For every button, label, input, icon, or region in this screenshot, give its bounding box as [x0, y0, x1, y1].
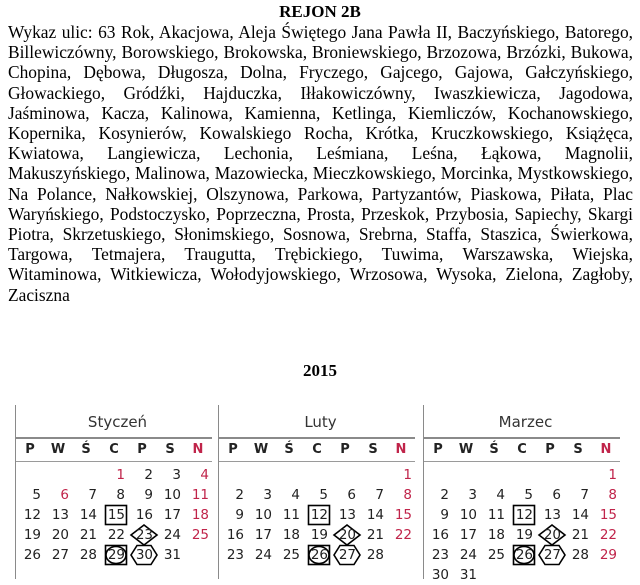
day-number: 26: [310, 547, 328, 563]
calendar-day: [156, 465, 184, 485]
calendar-day: [72, 525, 100, 545]
page-title: REJON 2B: [279, 2, 361, 21]
empty-cell: [44, 465, 72, 485]
calendar-day: [480, 505, 508, 525]
empty-cell: [508, 465, 536, 485]
day-number: 11: [191, 487, 209, 503]
day-number: 9: [440, 507, 449, 523]
day-number: 9: [235, 507, 244, 523]
day-number: 15: [599, 507, 617, 523]
day-number: 29: [599, 547, 617, 563]
calendar-month-january: [15, 405, 219, 579]
weekday-header: C: [312, 442, 322, 457]
calendar-day: [100, 525, 128, 545]
day-number: 14: [571, 507, 589, 523]
calendar-day: [44, 545, 72, 565]
calendar-day: [592, 485, 620, 505]
day-number: 20: [51, 527, 69, 543]
calendar-day: [387, 485, 415, 505]
day-number: 28: [79, 547, 97, 563]
empty-cell: [16, 465, 44, 485]
day-number: 25: [282, 547, 300, 563]
weekday-header: Ś: [81, 442, 91, 457]
day-number: 23: [135, 527, 153, 543]
day-number: 20: [338, 527, 356, 543]
calendar-day: [184, 525, 212, 545]
empty-cell: [424, 465, 452, 485]
calendar-day: [156, 485, 184, 505]
calendar-day: [592, 545, 620, 565]
day-number: 24: [163, 527, 181, 543]
calendar-day: [303, 485, 331, 505]
calendar-day: [16, 525, 44, 545]
weekday-header: P: [340, 442, 350, 457]
calendar-day: [156, 505, 184, 525]
day-number: 4: [496, 487, 505, 503]
calendar-day: [128, 505, 156, 525]
calendar-day: [592, 505, 620, 525]
day-number: 10: [163, 487, 181, 503]
calendar-day: [219, 485, 247, 505]
day-number: 26: [23, 547, 41, 563]
calendar-day: [452, 525, 480, 545]
calendar-day: [275, 525, 303, 545]
street-list: Wykaz ulic: 63 Rok, Akacjowa, Aleja Świętego Jana Pawła II, Baczyńskiego, Batorego, Billewiczówny, Borowskiego, Brokowska, Broniewskiego, Brzozowa, Brzózki, Bukowa, Chopina, Dębowa, Długosza, Dolna, Fryczego, Gajcego, Gajowa, Gałczyńskiego, Głowackiego, Gródźki, Hajduczka, Iłłakowiczówny, Iwaszkiewicza, Jagodowa, Jaśminowa, Kacza, Kalinowa, Kamienna, Ketlinga, Kiemliczów, Kochanowskiego, Kopernika, Kosynierów, Kowalskiego Rocha, Krótka, Kruczkowskiego, Książęca, Kwiatowa, Langiewicza, Lechonia, Leśmiana, Leśna, Łąkowa, Magnolii, Makuszyńskiego, Malinowa, Mazowiecka, Mieczkowskiego, Morcinka, Mystkowskiego, Na Polance, Nałkowskiej, Olszynowa, Parkowa, Partyzantów, Piaskowa, Piłata, Plac Waryńskiego, Podstoczysko, Poprzeczna, Prosta, Przeskok, Przybosia, Sapiechy, Skargi Piotra, Skrzetuskiego, Słonimskiego, Sosnowa, Srebrna, Staffa, Staszica, Świerkowa, Targowa, Tetmajera, Traugutta, Trębickiego, Tuwima, Warszawska, Wiejska, Witaminowa, Witkiewicza, Wołodyjowskiego, Wrzosowa, Wysoka, Zielona, Zagłoby, Zaciszna: [8, 22, 633, 305]
day-number: 3: [263, 487, 272, 503]
year-heading: 2015: [303, 361, 337, 380]
calendar-day: [424, 505, 452, 525]
calendar-month-march: [423, 405, 627, 583]
day-number: 6: [347, 487, 356, 503]
calendar-day: [275, 545, 303, 565]
day-number: 22: [107, 527, 125, 543]
calendar-day: [16, 505, 44, 525]
calendar-day: [331, 505, 359, 525]
day-number: 11: [282, 507, 300, 523]
calendar-day: [480, 545, 508, 565]
calendar-grid: [219, 439, 415, 565]
calendar-day: [508, 485, 536, 505]
weekday-header: N: [192, 442, 204, 457]
day-number: 4: [291, 487, 300, 503]
calendar-day: [184, 465, 212, 485]
day-number: 3: [172, 467, 181, 483]
calendar-day: [592, 525, 620, 545]
empty-cell: [564, 465, 592, 485]
day-number: 30: [431, 567, 449, 583]
calendar-day: [359, 545, 387, 565]
day-number: 12: [310, 507, 328, 523]
day-number: 2: [144, 467, 153, 483]
weekday-header: W: [458, 442, 474, 457]
calendar-day: [128, 485, 156, 505]
empty-cell: [72, 465, 100, 485]
empty-cell: [359, 465, 387, 485]
calendar-day: [100, 545, 128, 565]
day-number: 7: [88, 487, 97, 503]
day-number: 29: [107, 547, 125, 563]
day-number: 6: [60, 487, 69, 503]
calendar-day: [424, 565, 452, 585]
empty-cell: [331, 465, 359, 485]
day-number: 23: [226, 547, 244, 563]
empty-cell: [247, 465, 275, 485]
day-number: 3: [468, 487, 477, 503]
empty-cell: [452, 465, 480, 485]
day-number: 14: [366, 507, 384, 523]
calendar-day: [100, 505, 128, 525]
day-number: 6: [552, 487, 561, 503]
weekday-header: S: [165, 442, 175, 457]
calendar-day: [128, 465, 156, 485]
day-number: 28: [571, 547, 589, 563]
day-number: 20: [543, 527, 561, 543]
day-number: 17: [163, 507, 181, 523]
calendar-day: [359, 485, 387, 505]
calendar-day: [184, 505, 212, 525]
calendar-day: [424, 485, 452, 505]
calendar-day: [219, 505, 247, 525]
month-name: Marzec: [498, 413, 553, 431]
calendar-day: [247, 545, 275, 565]
day-number: 23: [431, 547, 449, 563]
calendar-grid: [16, 439, 212, 565]
calendar-day: [247, 505, 275, 525]
day-number: 18: [487, 527, 505, 543]
calendar-day: [452, 545, 480, 565]
calendar-day: [303, 525, 331, 545]
day-number: 15: [107, 507, 125, 523]
day-number: 26: [515, 547, 533, 563]
day-number: 18: [282, 527, 300, 543]
day-number: 8: [608, 487, 617, 503]
day-number: 12: [23, 507, 41, 523]
calendar-day: [72, 545, 100, 565]
calendar-day: [508, 525, 536, 545]
calendar-day: [359, 505, 387, 525]
calendar-day: [44, 485, 72, 505]
day-number: 17: [459, 527, 477, 543]
calendar-day: [387, 465, 415, 485]
day-number: 14: [79, 507, 97, 523]
calendar-day: [331, 545, 359, 565]
calendar-day: [508, 505, 536, 525]
calendar-day: [128, 545, 156, 565]
calendar-day: [275, 485, 303, 505]
calendar-grid: [424, 439, 620, 585]
day-number: 18: [191, 507, 209, 523]
day-number: 1: [608, 467, 617, 483]
calendar-day: [100, 465, 128, 485]
calendar-day: [536, 485, 564, 505]
calendar-day: [44, 525, 72, 545]
calendar-day: [184, 485, 212, 505]
month-name: Styczeń: [87, 413, 148, 431]
calendar-day: [564, 505, 592, 525]
calendar-day: [387, 505, 415, 525]
weekday-header: S: [368, 442, 378, 457]
calendar-day: [72, 505, 100, 525]
weekday-header: N: [395, 442, 407, 457]
calendar-day: [156, 525, 184, 545]
calendar-day: [424, 525, 452, 545]
day-number: 12: [515, 507, 533, 523]
calendar-day: [452, 505, 480, 525]
calendar-day: [100, 485, 128, 505]
calendar-day: [564, 485, 592, 505]
day-number: 22: [394, 527, 412, 543]
day-number: 28: [366, 547, 384, 563]
day-number: 16: [226, 527, 244, 543]
day-number: 17: [254, 527, 272, 543]
calendar-day: [331, 485, 359, 505]
day-number: 24: [254, 547, 272, 563]
calendar-day: [303, 545, 331, 565]
weekday-header: W: [253, 442, 269, 457]
empty-cell: [303, 465, 331, 485]
day-number: 19: [515, 527, 533, 543]
empty-cell: [536, 465, 564, 485]
calendar-day: [536, 505, 564, 525]
weekday-header: P: [137, 442, 147, 457]
day-number: 21: [571, 527, 589, 543]
calendar-day: [303, 505, 331, 525]
day-number: 1: [403, 467, 412, 483]
calendar-day: [452, 565, 480, 585]
day-number: 8: [116, 487, 125, 503]
day-number: 27: [338, 547, 356, 563]
calendar-day: [424, 545, 452, 565]
calendar-day: [387, 525, 415, 545]
day-number: 30: [135, 547, 153, 563]
day-number: 27: [543, 547, 561, 563]
calendar-day: [480, 485, 508, 505]
day-number: 16: [431, 527, 449, 543]
calendar-day: [508, 545, 536, 565]
day-number: 10: [254, 507, 272, 523]
weekday-header: W: [50, 442, 66, 457]
calendar-day: [564, 525, 592, 545]
weekday-header: P: [228, 442, 238, 457]
weekday-header: C: [109, 442, 119, 457]
day-number: 21: [366, 527, 384, 543]
day-number: 16: [135, 507, 153, 523]
day-number: 5: [524, 487, 533, 503]
calendar-day: [564, 545, 592, 565]
calendar-day: [536, 545, 564, 565]
day-number: 9: [144, 487, 153, 503]
day-number: 31: [459, 567, 477, 583]
calendar-day: [219, 545, 247, 565]
calendar-day: [16, 485, 44, 505]
day-number: 13: [51, 507, 69, 523]
weekday-header: N: [600, 442, 612, 457]
calendar-day: [44, 505, 72, 525]
day-number: 31: [163, 547, 181, 563]
calendar-day: [452, 485, 480, 505]
calendar-day: [72, 485, 100, 505]
day-number: 19: [310, 527, 328, 543]
calendar-day: [219, 525, 247, 545]
day-number: 8: [403, 487, 412, 503]
day-number: 7: [580, 487, 589, 503]
weekday-header: Ś: [284, 442, 294, 457]
calendar-day: [592, 465, 620, 485]
day-number: 2: [235, 487, 244, 503]
day-number: 7: [375, 487, 384, 503]
weekday-header: C: [517, 442, 527, 457]
calendar-day: [536, 525, 564, 545]
day-number: 21: [79, 527, 97, 543]
day-number: 5: [319, 487, 328, 503]
weekday-header: P: [25, 442, 35, 457]
calendar-day: [16, 545, 44, 565]
day-number: 13: [338, 507, 356, 523]
empty-cell: [219, 465, 247, 485]
day-number: 13: [543, 507, 561, 523]
day-number: 10: [459, 507, 477, 523]
calendar-day: [275, 505, 303, 525]
weekday-header: S: [573, 442, 583, 457]
calendar-month-february: [218, 405, 422, 579]
calendar-day: [128, 525, 156, 545]
day-number: 11: [487, 507, 505, 523]
day-number: 5: [32, 487, 41, 503]
calendar-day: [331, 525, 359, 545]
day-number: 4: [200, 467, 209, 483]
month-name: Luty: [304, 413, 337, 431]
day-number: 22: [599, 527, 617, 543]
day-number: 27: [51, 547, 69, 563]
day-number: 1: [116, 467, 125, 483]
calendar-day: [359, 525, 387, 545]
day-number: 24: [459, 547, 477, 563]
empty-cell: [480, 465, 508, 485]
empty-cell: [275, 465, 303, 485]
weekday-header: P: [433, 442, 443, 457]
calendar-day: [247, 525, 275, 545]
weekday-header: P: [545, 442, 555, 457]
day-number: 19: [23, 527, 41, 543]
day-number: 15: [394, 507, 412, 523]
day-number: 2: [440, 487, 449, 503]
day-number: 25: [487, 547, 505, 563]
calendar-day: [247, 485, 275, 505]
calendar-day: [156, 545, 184, 565]
day-number: 25: [191, 527, 209, 543]
weekday-header: Ś: [489, 442, 499, 457]
calendar-day: [480, 525, 508, 545]
